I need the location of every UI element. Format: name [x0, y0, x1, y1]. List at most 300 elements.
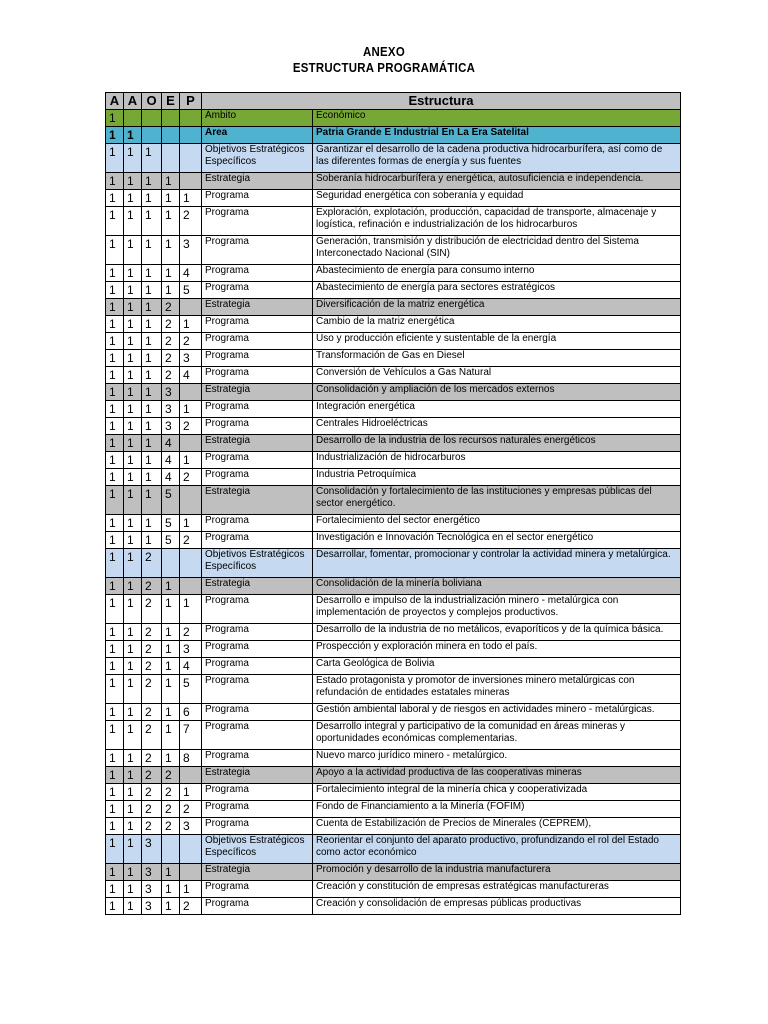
code-cell: 1	[106, 549, 124, 578]
type-cell: Programa	[202, 658, 313, 675]
type-cell: Estrategia	[202, 384, 313, 401]
table-row	[106, 265, 681, 282]
description-cell: Industria Petroquímica	[313, 469, 681, 486]
table-row	[106, 316, 681, 333]
code-cell: 2	[180, 532, 202, 549]
description-cell: Reorientar el conjunto del aparato productivo, profundizando el rol del Estado como actor económico	[313, 835, 681, 864]
table-row	[106, 767, 681, 784]
code-cell: 1	[106, 418, 124, 435]
table-row	[106, 469, 681, 486]
code-cell	[162, 835, 180, 864]
type-cell: Programa	[202, 818, 313, 835]
code-cell: 3	[180, 818, 202, 835]
table-row	[106, 299, 681, 316]
doc-subtitle: ESTRUCTURA PROGRAMÁTICA	[292, 60, 476, 75]
code-cell: 1	[124, 367, 142, 384]
code-cell: 2	[142, 704, 162, 721]
code-cell: 1	[106, 835, 124, 864]
description-cell: Generación, transmisión y distribución de electricidad dentro del Sistema Interconectado Nacional (SIN)	[313, 236, 681, 265]
code-cell: 1	[142, 144, 162, 173]
description-cell: Seguridad energética con soberanía y equidad	[313, 190, 681, 207]
code-cell: 1	[106, 818, 124, 835]
table-row	[106, 658, 681, 675]
code-cell: 1	[162, 641, 180, 658]
code-cell	[180, 864, 202, 881]
col-header-e: E	[162, 93, 180, 110]
code-cell: 1	[142, 333, 162, 350]
code-cell: 1	[106, 675, 124, 704]
code-cell: 5	[180, 675, 202, 704]
table-row	[106, 452, 681, 469]
description-cell: Promoción y desarrollo de la industria manufacturera	[313, 864, 681, 881]
code-cell: 2	[142, 549, 162, 578]
table-row	[106, 818, 681, 835]
code-cell: 3	[162, 384, 180, 401]
code-cell	[162, 127, 180, 144]
table-row	[106, 486, 681, 515]
code-cell: 2	[180, 418, 202, 435]
type-cell: Área	[202, 127, 313, 144]
table-header-row	[106, 93, 681, 110]
code-cell: 2	[142, 767, 162, 784]
code-cell: 3	[180, 350, 202, 367]
code-cell: 1	[162, 173, 180, 190]
code-cell: 2	[180, 469, 202, 486]
table-row	[106, 624, 681, 641]
code-cell: 1	[142, 435, 162, 452]
code-cell: 1	[162, 578, 180, 595]
code-cell: 2	[162, 767, 180, 784]
code-cell: 1	[142, 236, 162, 265]
code-cell: 2	[162, 784, 180, 801]
code-cell: 1	[180, 190, 202, 207]
code-cell: 1	[124, 265, 142, 282]
code-cell: 2	[142, 641, 162, 658]
code-cell: 1	[106, 236, 124, 265]
table-row	[106, 384, 681, 401]
description-cell: Consolidación y fortalecimiento de las instituciones y empresas públicas del sector energético.	[313, 486, 681, 515]
table-row	[106, 418, 681, 435]
code-cell: 3	[180, 236, 202, 265]
type-cell: Programa	[202, 881, 313, 898]
code-cell: 2	[162, 333, 180, 350]
code-cell: 3	[180, 641, 202, 658]
code-cell: 1	[142, 367, 162, 384]
description-cell: Investigación e Innovación Tecnológica en el sector energético	[313, 532, 681, 549]
code-cell: 1	[106, 881, 124, 898]
table-row	[106, 127, 681, 144]
code-cell: 1	[180, 881, 202, 898]
code-cell: 1	[106, 110, 124, 127]
type-cell: Programa	[202, 316, 313, 333]
code-cell	[142, 127, 162, 144]
description-cell: Centrales Hidroeléctricas	[313, 418, 681, 435]
code-cell: 1	[124, 486, 142, 515]
code-cell: 1	[162, 190, 180, 207]
code-cell	[180, 578, 202, 595]
code-cell: 6	[180, 704, 202, 721]
code-cell: 1	[142, 515, 162, 532]
type-cell: Programa	[202, 207, 313, 236]
code-cell: 3	[142, 864, 162, 881]
code-cell: 2	[180, 333, 202, 350]
code-cell	[180, 835, 202, 864]
type-cell: Estrategia	[202, 173, 313, 190]
description-cell: Fondo de Financiamiento a la Minería (FOFIM)	[313, 801, 681, 818]
code-cell: 1	[124, 173, 142, 190]
code-cell	[180, 173, 202, 190]
code-cell: 5	[162, 515, 180, 532]
code-cell: 1	[106, 299, 124, 316]
code-cell: 8	[180, 750, 202, 767]
code-cell: 2	[180, 898, 202, 915]
code-cell: 1	[162, 750, 180, 767]
code-cell: 1	[106, 750, 124, 767]
code-cell: 1	[162, 881, 180, 898]
code-cell: 1	[124, 144, 142, 173]
code-cell: 1	[162, 207, 180, 236]
code-cell: 1	[106, 173, 124, 190]
code-cell: 1	[106, 624, 124, 641]
code-cell: 2	[162, 350, 180, 367]
code-cell: 1	[124, 578, 142, 595]
code-cell: 1	[124, 898, 142, 915]
description-cell: Abastecimiento de energía para consumo interno	[313, 265, 681, 282]
code-cell: 1	[142, 265, 162, 282]
table-row	[106, 704, 681, 721]
code-cell: 1	[124, 333, 142, 350]
type-cell: Estrategia	[202, 435, 313, 452]
code-cell: 1	[106, 898, 124, 915]
code-cell: 1	[106, 515, 124, 532]
table-row	[106, 110, 681, 127]
code-cell: 2	[180, 207, 202, 236]
code-cell: 1	[142, 532, 162, 549]
code-cell: 1	[142, 190, 162, 207]
code-cell: 1	[162, 658, 180, 675]
code-cell: 1	[142, 486, 162, 515]
table-row	[106, 190, 681, 207]
table-row	[106, 282, 681, 299]
code-cell: 4	[180, 658, 202, 675]
type-cell: Programa	[202, 367, 313, 384]
description-cell: Apoyo a la actividad productiva de las cooperativas mineras	[313, 767, 681, 784]
code-cell: 2	[162, 316, 180, 333]
code-cell: 5	[162, 486, 180, 515]
code-cell: 1	[124, 384, 142, 401]
description-cell: Creación y consolidación de empresas públicas productivas	[313, 898, 681, 915]
table-row	[106, 401, 681, 418]
code-cell	[180, 299, 202, 316]
type-cell: Programa	[202, 675, 313, 704]
type-cell: Programa	[202, 236, 313, 265]
code-cell: 3	[142, 898, 162, 915]
code-cell	[180, 384, 202, 401]
description-cell: Nuevo marco jurídico minero - metalúrgico.	[313, 750, 681, 767]
code-cell: 1	[124, 721, 142, 750]
table-row	[106, 549, 681, 578]
type-cell: Programa	[202, 401, 313, 418]
code-cell: 1	[106, 190, 124, 207]
code-cell: 2	[142, 595, 162, 624]
code-cell: 3	[142, 835, 162, 864]
code-cell: 1	[106, 384, 124, 401]
description-cell: Desarrollo de la industria de los recursos naturales energéticos	[313, 435, 681, 452]
code-cell: 1	[142, 350, 162, 367]
type-cell: Objetivos Estratégicos Específicos	[202, 835, 313, 864]
code-cell: 5	[162, 532, 180, 549]
code-cell: 1	[142, 384, 162, 401]
type-cell: Programa	[202, 784, 313, 801]
description-cell: Abastecimiento de energía para sectores estratégicos	[313, 282, 681, 299]
description-cell: Transformación de Gas en Diesel	[313, 350, 681, 367]
doc-title: ANEXO	[362, 44, 405, 59]
code-cell: 2	[180, 624, 202, 641]
code-cell: 1	[124, 515, 142, 532]
code-cell: 1	[142, 401, 162, 418]
code-cell: 1	[124, 282, 142, 299]
type-cell: Programa	[202, 641, 313, 658]
code-cell: 1	[124, 704, 142, 721]
code-cell	[142, 110, 162, 127]
code-cell: 1	[106, 350, 124, 367]
code-cell: 1	[142, 469, 162, 486]
type-cell: Programa	[202, 350, 313, 367]
code-cell: 1	[124, 127, 142, 144]
type-cell: Programa	[202, 418, 313, 435]
code-cell: 3	[162, 418, 180, 435]
code-cell: 1	[124, 236, 142, 265]
description-cell: Integración energética	[313, 401, 681, 418]
code-cell: 1	[106, 704, 124, 721]
code-cell: 1	[142, 452, 162, 469]
code-cell: 2	[142, 801, 162, 818]
code-cell: 1	[162, 265, 180, 282]
code-cell: 2	[162, 367, 180, 384]
code-cell: 1	[106, 595, 124, 624]
code-cell: 1	[106, 784, 124, 801]
table-row	[106, 595, 681, 624]
code-cell: 1	[124, 818, 142, 835]
description-cell: Diversificación de la matriz energética	[313, 299, 681, 316]
type-cell: Objetivos Estratégicos Específicos	[202, 144, 313, 173]
description-cell: Gestión ambiental laboral y de riesgos en actividades minero - metalúrgicas.	[313, 704, 681, 721]
code-cell: 1	[124, 675, 142, 704]
code-cell: 1	[124, 658, 142, 675]
code-cell: 1	[106, 486, 124, 515]
description-cell: Desarrollo integral y participativo de la comunidad en áreas mineras y oportunidades económicas complementarias.	[313, 721, 681, 750]
type-cell: Programa	[202, 721, 313, 750]
type-cell: Objetivos Estratégicos Específicos	[202, 549, 313, 578]
code-cell: 1	[124, 835, 142, 864]
code-cell	[162, 549, 180, 578]
code-cell: 1	[124, 549, 142, 578]
code-cell: 1	[162, 282, 180, 299]
code-cell: 4	[180, 367, 202, 384]
code-cell: 1	[124, 641, 142, 658]
type-cell: Programa	[202, 898, 313, 915]
code-cell: 1	[106, 801, 124, 818]
code-cell: 1	[124, 418, 142, 435]
type-cell: Programa	[202, 532, 313, 549]
description-cell: Cuenta de Estabilización de Precios de Minerales (CEPREM),	[313, 818, 681, 835]
col-header-estructura: Estructura	[202, 93, 681, 110]
code-cell: 1	[124, 401, 142, 418]
description-cell: Carta Geológica de Bolivia	[313, 658, 681, 675]
table-row	[106, 784, 681, 801]
description-cell: Exploración, explotación, producción, capacidad de transporte, almacenaje y logística, refinación e industrialización de los hidrocarburos	[313, 207, 681, 236]
code-cell: 2	[142, 721, 162, 750]
col-header-a1: A	[106, 93, 124, 110]
code-cell: 1	[180, 515, 202, 532]
table-row	[106, 801, 681, 818]
table-row	[106, 333, 681, 350]
code-cell: 1	[124, 595, 142, 624]
code-cell	[180, 110, 202, 127]
code-cell: 1	[162, 898, 180, 915]
type-cell: Programa	[202, 452, 313, 469]
code-cell: 5	[180, 282, 202, 299]
table-row	[106, 881, 681, 898]
code-cell: 1	[142, 282, 162, 299]
code-cell: 4	[162, 452, 180, 469]
table-body	[106, 110, 681, 915]
code-cell	[180, 767, 202, 784]
code-cell: 1	[106, 367, 124, 384]
code-cell	[180, 435, 202, 452]
code-cell: 1	[124, 767, 142, 784]
description-cell: Estado protagonista y promotor de inversiones minero metalúrgicas con refundación de entidades estatales mineras	[313, 675, 681, 704]
table-row	[106, 835, 681, 864]
type-cell: Programa	[202, 333, 313, 350]
code-cell: 1	[180, 595, 202, 624]
description-cell: Soberanía hidrocarburífera y energética, autosuficiencia e independencia.	[313, 173, 681, 190]
code-cell: 3	[142, 881, 162, 898]
col-header-p: P	[180, 93, 202, 110]
code-cell	[162, 110, 180, 127]
table-row	[106, 898, 681, 915]
code-cell: 1	[124, 207, 142, 236]
code-cell: 2	[162, 801, 180, 818]
code-cell: 1	[124, 435, 142, 452]
code-cell: 1	[162, 595, 180, 624]
code-cell: 1	[124, 190, 142, 207]
code-cell: 1	[106, 144, 124, 173]
code-cell: 3	[162, 401, 180, 418]
table-row	[106, 236, 681, 265]
code-cell	[180, 144, 202, 173]
code-cell: 4	[162, 469, 180, 486]
code-cell: 2	[180, 801, 202, 818]
code-cell: 1	[142, 316, 162, 333]
description-cell: Prospección y exploración minera en todo el país.	[313, 641, 681, 658]
code-cell: 1	[124, 624, 142, 641]
description-cell: Consolidación de la minería boliviana	[313, 578, 681, 595]
code-cell: 1	[106, 452, 124, 469]
code-cell: 2	[142, 675, 162, 704]
table-row	[106, 367, 681, 384]
description-cell: Garantizar el desarrollo de la cadena productiva hidrocarburífera, así como de las diferentes formas de energía y sus fuentes	[313, 144, 681, 173]
code-cell: 2	[162, 299, 180, 316]
type-cell: Ámbito	[202, 110, 313, 127]
code-cell: 1	[106, 469, 124, 486]
code-cell: 1	[106, 265, 124, 282]
code-cell: 1	[162, 704, 180, 721]
table-row	[106, 515, 681, 532]
code-cell: 2	[142, 578, 162, 595]
type-cell: Estrategia	[202, 578, 313, 595]
code-cell: 1	[124, 452, 142, 469]
description-cell: Desarrollo e impulso de la industrialización minero - metalúrgica con implementación de proyectos y complejos productivos.	[313, 595, 681, 624]
type-cell: Programa	[202, 595, 313, 624]
code-cell: 1	[142, 299, 162, 316]
type-cell: Estrategia	[202, 864, 313, 881]
code-cell: 1	[106, 401, 124, 418]
col-header-a2: A	[124, 93, 142, 110]
code-cell: 4	[162, 435, 180, 452]
code-cell: 4	[180, 265, 202, 282]
code-cell: 2	[142, 624, 162, 641]
document-titles	[0, 0, 768, 76]
code-cell: 1	[124, 299, 142, 316]
code-cell	[180, 486, 202, 515]
type-cell: Estrategia	[202, 486, 313, 515]
table-row	[106, 721, 681, 750]
code-cell: 2	[142, 784, 162, 801]
code-cell: 1	[106, 864, 124, 881]
code-cell: 1	[162, 236, 180, 265]
description-cell: Patria Grande E Industrial En La Era Satelital	[313, 127, 681, 144]
table-row	[106, 173, 681, 190]
code-cell: 1	[124, 532, 142, 549]
type-cell: Programa	[202, 265, 313, 282]
type-cell: Estrategia	[202, 299, 313, 316]
code-cell: 2	[162, 818, 180, 835]
code-cell: 1	[124, 469, 142, 486]
code-cell: 1	[106, 532, 124, 549]
description-cell: Conversión de Vehículos a Gas Natural	[313, 367, 681, 384]
code-cell: 1	[124, 316, 142, 333]
description-cell: Uso y producción eficiente y sustentable de la energía	[313, 333, 681, 350]
table-row	[106, 144, 681, 173]
description-cell: Consolidación y ampliación de los mercados externos	[313, 384, 681, 401]
code-cell: 1	[124, 881, 142, 898]
code-cell: 7	[180, 721, 202, 750]
description-cell: Fortalecimiento integral de la minería chica y cooperativizada	[313, 784, 681, 801]
type-cell: Programa	[202, 750, 313, 767]
description-cell: Fortalecimiento del sector energético	[313, 515, 681, 532]
code-cell: 1	[124, 784, 142, 801]
type-cell: Programa	[202, 704, 313, 721]
code-cell: 1	[162, 864, 180, 881]
type-cell: Programa	[202, 624, 313, 641]
code-cell: 1	[162, 675, 180, 704]
code-cell: 1	[106, 641, 124, 658]
program-structure-table	[105, 92, 681, 915]
code-cell: 2	[142, 818, 162, 835]
code-cell: 1	[106, 282, 124, 299]
table-row	[106, 350, 681, 367]
description-cell: Creación y constitución de empresas estratégicas manufactureras	[313, 881, 681, 898]
code-cell: 1	[106, 316, 124, 333]
description-cell: Desarrollo de la industria de no metálicos, evaporíticos y de la química básica.	[313, 624, 681, 641]
code-cell: 1	[124, 350, 142, 367]
table-row	[106, 532, 681, 549]
code-cell	[124, 110, 142, 127]
table-row	[106, 578, 681, 595]
code-cell: 1	[162, 624, 180, 641]
code-cell	[180, 549, 202, 578]
